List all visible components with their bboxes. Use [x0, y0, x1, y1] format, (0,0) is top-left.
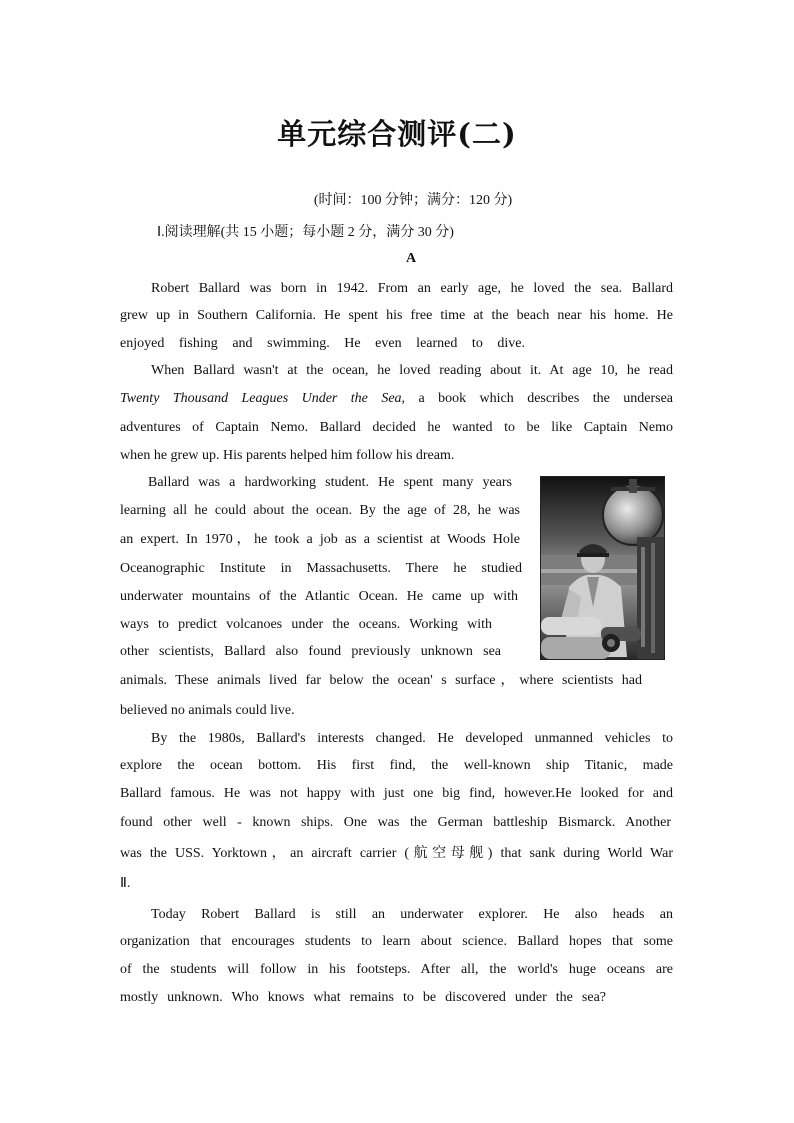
paragraph-3-line: ways to predict volcanoes under the oceans. Working with [120, 617, 492, 632]
paragraph-3-line: Oceanographic Institute in Massachusetts. There he studied [120, 561, 522, 576]
paragraph-3-line: animals. These animals lived far below the ocean' s surface，where scientists had [120, 673, 642, 688]
exam-meta: (时间：100 分钟；满分：120 分) [313, 193, 513, 208]
paragraph-5-line: of the students will follow in his footsteps. After all, the world's huge oceans are [120, 962, 673, 977]
book-title: Twenty Thousand Leagues Under the Sea, [120, 391, 406, 406]
paragraph-2-line: When Ballard wasn't at the ocean, he loved reading about it. At age 10, he read [151, 363, 673, 378]
paragraph-4-line: explore the ocean bottom. His first find, the well-known ship Titanic, made [120, 758, 673, 773]
paragraph-2-line: Twenty Thousand Leagues Under the Sea, a book which describes the undersea [120, 391, 674, 406]
section-heading: Ⅰ.阅读理解(共 15 小题；每小题 2 分，满分 30 分) [157, 225, 454, 240]
paragraph-5-line: mostly unknown. Who knows what remains to be discovered under the sea? [120, 990, 606, 1005]
passage-label: A [405, 251, 417, 266]
paragraph-5-line: Today Robert Ballard is still an underwater explorer. He also heads an [151, 907, 673, 922]
paragraph-4-line: Ballard famous. He was not happy with just one big find, however.He looked for and [120, 786, 673, 801]
paragraph-1-line: enjoyed fishing and swimming. He even learned to dive. [120, 336, 525, 351]
paragraph-2-line: adventures of Captain Nemo. Ballard decided he wanted to be like Captain Nemo [120, 420, 673, 435]
paragraph-4-line: was the USS. Yorktown，an aircraft carrier (航空母舰) that sank during World War [120, 846, 673, 861]
paragraph-5-line: organization that encourages students to learn about science. Ballard hopes that some [120, 934, 673, 949]
paragraph-4-line: By the 1980s, Ballard's interests changed. He developed unmanned vehicles to [151, 731, 673, 746]
ballard-photo-illustration [541, 477, 664, 659]
paragraph-3-line: Ballard was a hardworking student. He spent many years [148, 475, 512, 490]
paragraph-3-line: other scientists, Ballard also found previously unknown sea [120, 644, 501, 659]
paragraph-3-line: learning all he could about the ocean. By the age of 28, he was [120, 503, 520, 518]
paragraph-3-line: underwater mountains of the Atlantic Ocean. He came up with [120, 589, 518, 604]
paragraph-4-line: Ⅱ. [120, 876, 131, 891]
paragraph-1-line: grew up in Southern California. He spent his free time at the beach near his home. He [120, 308, 673, 323]
paragraph-1-line: Robert Ballard was born in 1942. From an early age, he loved the sea. Ballard [151, 281, 673, 296]
page-title: 单元综合测评(二) [277, 117, 517, 151]
paragraph-4-line: found other well - known ships. One was the German battleship Bismarck. Another [120, 815, 671, 830]
paragraph-3-line: believed no animals could live. [120, 703, 295, 718]
paragraph-3-line: an expert. In 1970，he took a job as a scientist at Woods Hole [120, 532, 520, 547]
ballard-photo [540, 476, 665, 660]
paragraph-2-line: when he grew up. His parents helped him follow his dream. [120, 448, 455, 463]
